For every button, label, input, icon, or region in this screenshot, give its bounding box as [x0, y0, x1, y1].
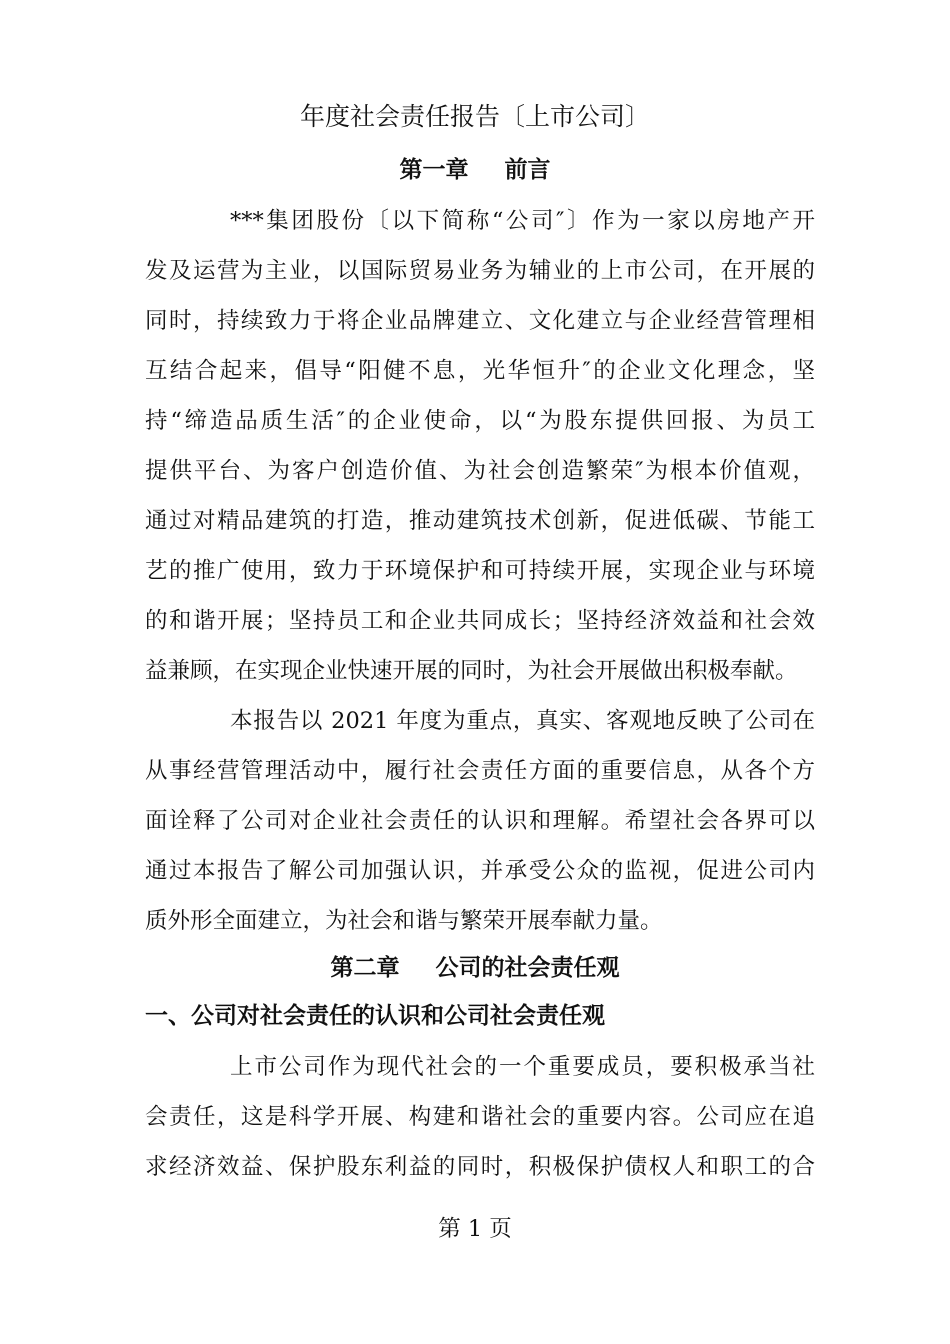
text-line: 互结合起来，倡导“阳健不息，光华恒升″的企业文化理念，坚: [145, 358, 815, 384]
chapter-heading-1: [0, 154, 950, 186]
document-title: 年度社会责任报告〔上市公司〕: [299, 102, 650, 131]
chapter-heading-2: [0, 952, 950, 984]
text-line: 通过对精品建筑的打造，推动建筑技术创新，促进低碳、节能工: [145, 508, 815, 534]
chapter-number: 第二章: [330, 955, 400, 981]
text-line: 会责任，这是科学开展、构建和谐社会的重要内容。公司应在追: [145, 1104, 815, 1130]
chapter-name: 公司的社会责任观: [435, 955, 620, 981]
page-number: 第 1 页: [438, 1216, 512, 1242]
text-line: 持“缔造品质生活″的企业使命，以“为股东提供回报、为员工: [145, 408, 815, 434]
chapter-number: 第一章: [399, 157, 469, 183]
text-line: 上市公司作为现代社会的一个重要成员，要积极承当社: [230, 1054, 815, 1080]
text-line: 益兼顾，在实现企业快速开展的同时，为社会开展做出积极奉献。: [145, 658, 798, 684]
section-heading-1: 一、公司对社会责任的认识和公司社会责任观: [145, 1003, 605, 1029]
text-line: 的和谐开展；坚持员工和企业共同成长；坚持经济效益和社会效: [145, 608, 815, 634]
text-line: 同时，持续致力于将企业品牌建立、文化建立与企业经营管理相: [145, 308, 815, 334]
text-line: 从事经营管理活动中，履行社会责任方面的重要信息，从各个方: [145, 758, 815, 784]
text-line: 质外形全面建立，为社会和谐与繁荣开展奉献力量。: [145, 908, 663, 934]
text-line: 通过本报告了解公司加强认识，并承受公众的监视，促进公司内: [145, 858, 815, 884]
text-line: ***集团股份〔以下简称“公司″〕作为一家以房地产开: [230, 208, 815, 234]
text-line: 艺的推广使用，致力于环境保护和可持续开展，实现企业与环境: [145, 558, 815, 584]
text-line: 发及运营为主业，以国际贸易业务为辅业的上市公司，在开展的: [145, 258, 815, 284]
text-line: 提供平台、为客户创造价值、为社会创造繁荣″为根本价值观，: [145, 458, 815, 484]
text-line: 面诠释了公司对企业社会责任的认识和理解。希望社会各界可以: [145, 808, 815, 834]
text-line: 求经济效益、保护股东利益的同时，积极保护债权人和职工的合: [145, 1154, 815, 1180]
chapter-name: 前言: [504, 157, 551, 183]
text-line: 本报告以 2021 年度为重点，真实、客观地反映了公司在: [230, 708, 815, 734]
